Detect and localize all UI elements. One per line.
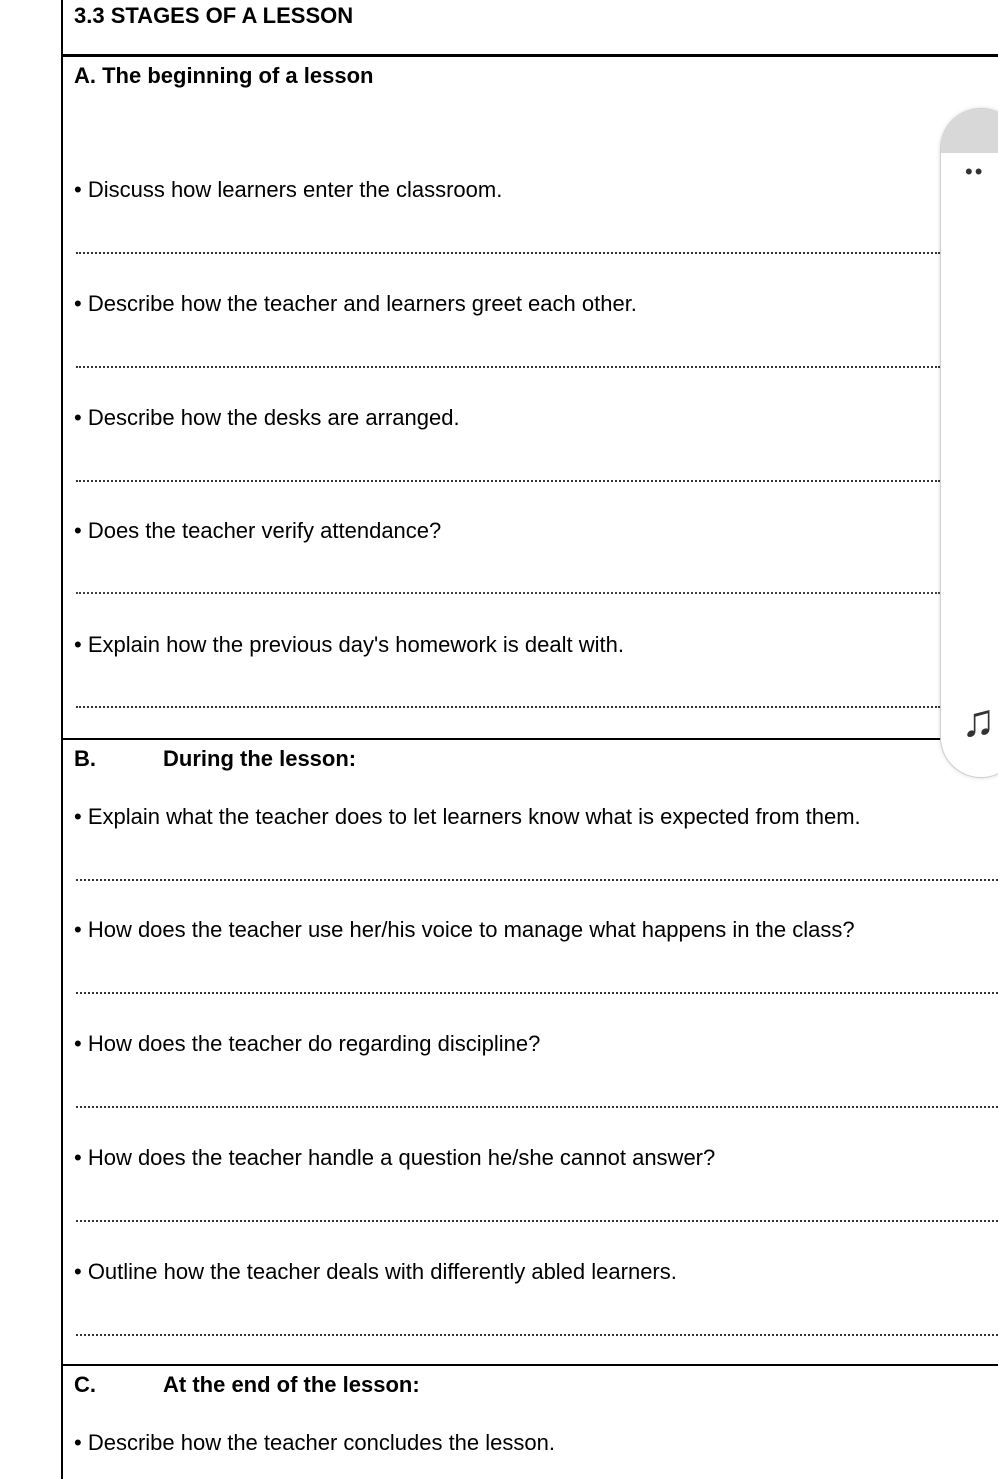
question-a5: • Explain how the previous day's homework is dealt with. (74, 632, 624, 657)
drag-handle-icon[interactable]: •• (965, 159, 985, 184)
section-b-heading (74, 746, 356, 772)
question-b4: • How does the teacher handle a question he/she cannot answer? (74, 1145, 716, 1170)
answer-line-b4[interactable] (76, 1220, 998, 1222)
question-a1: • Discuss how learners enter the classroom. (74, 177, 503, 202)
answer-line-a3[interactable] (76, 480, 940, 482)
floating-side-panel[interactable] (940, 108, 998, 778)
answer-line-b2[interactable] (76, 992, 998, 994)
question-a3: • Describe how the desks are arranged. (74, 405, 460, 430)
answer-line-b3[interactable] (76, 1106, 998, 1108)
answer-line-b5[interactable] (76, 1334, 998, 1336)
question-a4: • Does the teacher verify attendance? (74, 518, 442, 543)
section-c-letter: C. (74, 1372, 96, 1397)
answer-line-a2[interactable] (76, 366, 940, 368)
question-b1: • Explain what the teacher does to let learners know what is expected from them. (74, 804, 861, 829)
section-a-heading: A. The beginning of a lesson (74, 63, 374, 88)
question-b5: • Outline how the teacher deals with differently abled learners. (74, 1259, 677, 1284)
question-a2: • Describe how the teacher and learners greet each other. (74, 291, 637, 316)
section-c-heading (74, 1372, 420, 1398)
question-c1: • Describe how the teacher concludes the lesson. (74, 1430, 555, 1455)
section-c-title: At the end of the lesson: (163, 1372, 420, 1397)
answer-line-a4[interactable] (76, 592, 940, 594)
panel-header (941, 109, 998, 153)
section-c-divider (61, 1364, 998, 1366)
title-divider (61, 54, 998, 57)
section-b-divider (61, 738, 998, 740)
page-title: 3.3 STAGES OF A LESSON (74, 3, 354, 28)
answer-line-a5[interactable] (76, 706, 940, 708)
section-b-title: During the lesson: (163, 746, 357, 771)
question-b3: • How does the teacher do regarding discipline? (74, 1031, 541, 1056)
answer-line-a1[interactable] (76, 252, 940, 254)
answer-line-b1[interactable] (76, 879, 998, 881)
music-note-icon[interactable]: ♫ (961, 694, 996, 746)
section-b-letter: B. (74, 746, 96, 771)
question-b2: • How does the teacher use her/his voice to manage what happens in the class? (74, 917, 855, 942)
